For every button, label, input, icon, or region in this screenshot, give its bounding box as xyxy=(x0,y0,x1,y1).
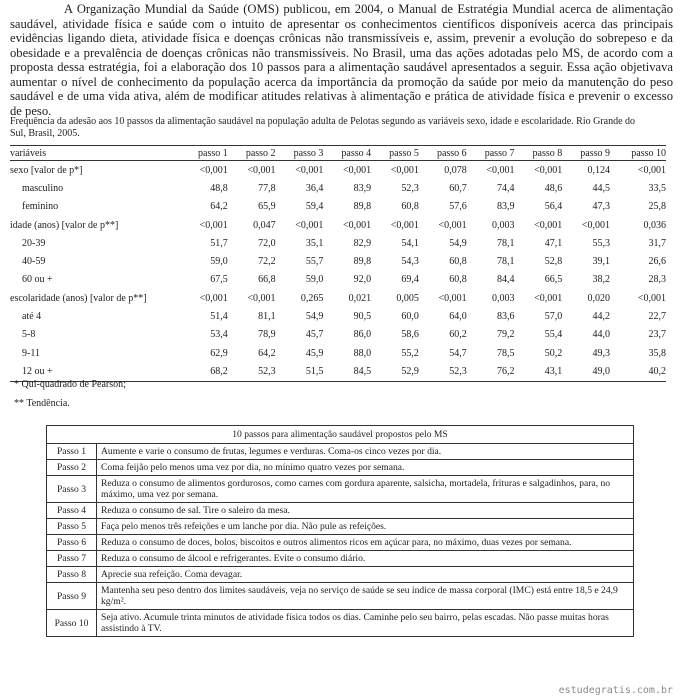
table-cell: 47,1 xyxy=(544,237,563,249)
table-cell: 49,3 xyxy=(592,347,611,359)
table-cell: 68,2 xyxy=(180,362,228,381)
table-cell: <0,001 xyxy=(534,219,563,231)
table-cell: 26,6 xyxy=(648,256,666,268)
step-description: Mantenha seu peso dentro dos limites saudáveis, veja no serviço de saúde se seu índice de massa corporal (IMC) está entre 18,5 e 24,9 kg/m². xyxy=(97,583,634,610)
table-cell: 51,5 xyxy=(276,362,324,381)
table-cell: 54,7 xyxy=(449,347,467,359)
table-cell: 60,2 xyxy=(449,329,467,341)
step-number: Passo 3 xyxy=(47,476,97,503)
table-cell: 83,9 xyxy=(496,201,515,213)
column-header-step: passo 5 xyxy=(371,146,419,161)
step-row xyxy=(47,460,634,476)
table-cell: 72,0 xyxy=(258,237,276,249)
steps-table-title: 10 passos para alimentação saudável propostos pelo MS xyxy=(47,426,634,444)
table-cell: 69,4 xyxy=(401,274,419,286)
table-cell: 65,9 xyxy=(258,201,276,213)
step-description: Coma feijão pelo menos uma vez por dia, no mínimo quatro vezes por semana. xyxy=(97,460,634,476)
table-row xyxy=(10,179,666,197)
table-cell: 74,4 xyxy=(496,182,515,194)
table-cell: <0,001 xyxy=(390,219,419,231)
table-cell: 0,020 xyxy=(587,292,611,304)
column-header-step: passo 8 xyxy=(514,146,562,161)
table-cell: <0,001 xyxy=(295,219,324,231)
table-cell: 81,1 xyxy=(258,311,276,323)
step-description: Reduza o consumo de alimentos gordurosos, como carnes com gordura aparente, salsicha, mortadela, frituras e salgadinhos, para, no máximo, uma vez por semana. xyxy=(97,476,634,503)
table-cell: 35,1 xyxy=(305,237,324,249)
table-row xyxy=(10,216,666,234)
table-cell: 78,1 xyxy=(496,256,515,268)
table-row xyxy=(10,344,666,362)
table-cell: 90,5 xyxy=(353,311,372,323)
table-cell: <0,001 xyxy=(581,219,611,231)
column-header-step: passo 2 xyxy=(228,146,276,161)
table-cell: 89,8 xyxy=(353,201,372,213)
table-cell: <0,001 xyxy=(342,164,372,176)
row-label: 40-59 xyxy=(22,256,46,268)
table-cell: 23,7 xyxy=(648,329,666,341)
table-cell: 40,2 xyxy=(610,362,666,381)
table-cell: 0,047 xyxy=(253,219,276,231)
table-cell: 79,2 xyxy=(496,329,515,341)
table-cell: 60,8 xyxy=(449,256,467,268)
step-description: Reduza o consumo de sal. Tire o saleiro da mesa. xyxy=(97,503,634,519)
step-description: Reduza o consumo de doces, bolos, biscoitos e outros alimentos ricos em açúcar para, no máximo, duas vezes por semana. xyxy=(97,535,634,551)
table-cell: <0,001 xyxy=(199,164,228,176)
table-cell: 47,3 xyxy=(592,201,611,213)
table-cell: 45,9 xyxy=(305,347,324,359)
step-row xyxy=(47,535,634,551)
table-row xyxy=(10,234,666,252)
table-row xyxy=(10,198,666,216)
table-cell: 25,8 xyxy=(648,201,666,213)
row-label: feminino xyxy=(22,201,59,213)
table-cell: 51,7 xyxy=(210,237,228,249)
table-cell: 84,4 xyxy=(496,274,515,286)
table-cell: 55,4 xyxy=(544,329,563,341)
table-cell: 0,036 xyxy=(643,219,666,231)
table-cell: 55,3 xyxy=(592,237,611,249)
table-cell: <0,001 xyxy=(534,164,563,176)
column-header-step: passo 6 xyxy=(419,146,467,161)
table-cell: 0,078 xyxy=(444,164,467,176)
table-cell: 55,2 xyxy=(401,347,419,359)
step-row xyxy=(47,476,634,503)
table-cell: 0,021 xyxy=(348,292,372,304)
step-number: Passo 5 xyxy=(47,519,97,535)
table-cell: 58,6 xyxy=(401,329,419,341)
table-cell: 51,4 xyxy=(210,311,228,323)
table-cell: 66,8 xyxy=(258,274,276,286)
table-cell: 56,4 xyxy=(544,201,563,213)
footnote-trend: ** Tendência. xyxy=(14,398,70,409)
table-cell: 92,0 xyxy=(353,274,372,286)
table-cell: <0,001 xyxy=(342,219,372,231)
table-cell: 64,2 xyxy=(258,347,276,359)
table-cell: 77,8 xyxy=(258,182,276,194)
table-cell: <0,001 xyxy=(295,164,324,176)
table-cell: 60,0 xyxy=(401,311,419,323)
table-cell: 84,5 xyxy=(323,362,371,381)
table-cell: 86,0 xyxy=(353,329,372,341)
column-header-step: passo 7 xyxy=(467,146,515,161)
step-row xyxy=(47,551,634,567)
table-row xyxy=(10,326,666,344)
table-cell: 39,1 xyxy=(592,256,611,268)
table-cell: 78,9 xyxy=(258,329,276,341)
table-caption: Frequência da adesão aos 10 passos da alimentação saudável na população adulta de Pelotas segundo as variáveis sexo, idade e escolaridade. Rio Grande do Sul, Brasil, 2005. xyxy=(10,116,636,139)
table-cell: 67,5 xyxy=(210,274,228,286)
step-row xyxy=(47,583,634,610)
table-cell: <0,001 xyxy=(438,292,467,304)
table-cell: 50,2 xyxy=(544,347,563,359)
table-row xyxy=(10,252,666,270)
table-cell: 28,3 xyxy=(648,274,666,286)
table-cell: 0,003 xyxy=(491,219,515,231)
table-cell: 60,8 xyxy=(449,274,467,286)
table-cell: 78,5 xyxy=(496,347,515,359)
table-row xyxy=(10,289,666,307)
row-label: 20-39 xyxy=(22,237,46,249)
column-header-step: passo 1 xyxy=(180,146,228,161)
row-label: idade (anos) [valor de p**] xyxy=(10,219,119,231)
step-number: Passo 10 xyxy=(47,610,97,637)
table-cell: 54,3 xyxy=(401,256,419,268)
step-row xyxy=(47,519,634,535)
step-description: Seja ativo. Acumule trinta minutos de atividade física todos os dias. Caminhe pelo seu bairro, pelas escadas. Não passe muitas horas assistindo à TV. xyxy=(97,610,634,637)
row-label: sexo [valor de p*] xyxy=(10,164,83,176)
row-label: 60 ou + xyxy=(22,274,53,286)
column-header-variables: variáveis xyxy=(10,146,180,161)
table-cell: <0,001 xyxy=(534,292,563,304)
table-cell: 52,8 xyxy=(544,256,563,268)
table-cell: 83,6 xyxy=(496,311,515,323)
table-cell: 0,124 xyxy=(587,164,611,176)
step-row xyxy=(47,567,634,583)
table-cell: 83,9 xyxy=(353,182,372,194)
step-row xyxy=(47,610,634,637)
table-cell: 52,3 xyxy=(419,362,467,381)
row-label: 5-8 xyxy=(22,329,36,341)
row-label: escolaridade (anos) [valor de p**] xyxy=(10,292,147,304)
step-description: Aprecie sua refeição. Coma devagar. xyxy=(97,567,634,583)
column-header-step: passo 3 xyxy=(276,146,324,161)
table-cell: 33,5 xyxy=(648,182,666,194)
table-cell: 59,0 xyxy=(305,274,324,286)
table-cell: 44,0 xyxy=(592,329,611,341)
table-row xyxy=(10,271,666,289)
step-row xyxy=(47,503,634,519)
footnote-pearson: * Qui-quadrado de Pearson; xyxy=(14,379,126,390)
table-cell: 64,0 xyxy=(449,311,467,323)
table-cell: 59,0 xyxy=(210,256,228,268)
table-cell: <0,001 xyxy=(247,164,276,176)
table-cell: 22,7 xyxy=(648,311,666,323)
table-cell: 64,2 xyxy=(210,201,228,213)
table-cell: 0,265 xyxy=(300,292,324,304)
frequency-table xyxy=(10,145,666,382)
table-cell: 48,6 xyxy=(544,182,563,194)
table-cell: <0,001 xyxy=(438,219,467,231)
step-description: Faça pelo menos três refeições e um lanche por dia. Não pule as refeições. xyxy=(97,519,634,535)
row-label: masculino xyxy=(22,182,64,194)
row-label: 9-11 xyxy=(22,347,40,359)
step-number: Passo 2 xyxy=(47,460,97,476)
table-cell: 62,9 xyxy=(210,347,228,359)
table-row xyxy=(10,161,666,180)
steps-table xyxy=(46,425,634,637)
step-row xyxy=(47,444,634,460)
table-cell: 52,3 xyxy=(228,362,276,381)
table-cell: 43,1 xyxy=(514,362,562,381)
table-cell: 0,003 xyxy=(491,292,515,304)
table-cell: 36,4 xyxy=(305,182,324,194)
table-cell: 31,7 xyxy=(648,237,666,249)
table-cell: 52,3 xyxy=(401,182,419,194)
table-cell: 57,0 xyxy=(544,311,563,323)
table-cell: 49,0 xyxy=(562,362,610,381)
table-cell: 38,2 xyxy=(592,274,611,286)
table-cell: 54,9 xyxy=(449,237,467,249)
table-cell: 59,4 xyxy=(305,201,324,213)
step-description: Aumente e varie o consumo de frutas, legumes e verduras. Coma-os cinco vezes por dia. xyxy=(97,444,634,460)
table-cell: <0,001 xyxy=(199,219,228,231)
step-number: Passo 9 xyxy=(47,583,97,610)
table-cell: <0,001 xyxy=(637,292,666,304)
table-cell: 66,5 xyxy=(544,274,563,286)
step-number: Passo 8 xyxy=(47,567,97,583)
table-cell: 78,1 xyxy=(496,237,515,249)
step-number: Passo 4 xyxy=(47,503,97,519)
row-label: 12 ou + xyxy=(10,362,180,381)
table-cell: 60,8 xyxy=(401,201,419,213)
table-cell: 52,9 xyxy=(371,362,419,381)
row-label: até 4 xyxy=(22,311,42,323)
table-cell: 72,2 xyxy=(258,256,276,268)
intro-paragraph: A Organização Mundial da Saúde (OMS) publicou, em 2004, o Manual de Estratégia Mundial acerca de alimentação saudável, atividade física e saúde com o intuito de apresentar os conhecimentos científicos disponíveis acerca das principais evidências ligando dieta, atividade física e doenças crônicas não transmissíveis e, assim, prevenir a evolução do sobrepeso e da obesidade e a prevalência de doenças crônicas não transmissíveis. No Brasil, uma das ações adotadas pelo MS, de acordo com a proposta dessa estratégia, foi a elaboração dos 10 passos para a alimentação saudável apresentados a seguir. Essa ação objetivava aumentar o nível de conhecimento da população acerca da importância da promoção da saúde por meio da manutenção do peso saudável e de uma vida ativa, além de modificar atitudes relativas à alimentação e prática de atividade física e prevenir o excesso de peso. xyxy=(10,2,673,118)
column-header-step: passo 9 xyxy=(562,146,610,161)
table-cell: 82,9 xyxy=(353,237,372,249)
table-cell: <0,001 xyxy=(199,292,228,304)
table-cell: 44,5 xyxy=(592,182,611,194)
watermark: estudegratis.com.br xyxy=(558,685,673,696)
table-cell: <0,001 xyxy=(637,164,666,176)
table-cell: 0,005 xyxy=(396,292,419,304)
table-row xyxy=(10,307,666,325)
step-description: Reduza o consumo de álcool e refrigerantes. Evite o consumo diário. xyxy=(97,551,634,567)
step-number: Passo 6 xyxy=(47,535,97,551)
table-cell: 60,7 xyxy=(449,182,467,194)
table-cell: 44,2 xyxy=(592,311,611,323)
table-cell: 76,2 xyxy=(467,362,515,381)
table-cell: 45,7 xyxy=(305,329,324,341)
table-cell: 88,0 xyxy=(353,347,372,359)
step-number: Passo 1 xyxy=(47,444,97,460)
table-cell: 89,8 xyxy=(353,256,372,268)
table-cell: 35,8 xyxy=(648,347,666,359)
column-header-step: passo 10 xyxy=(610,146,666,161)
table-cell: 54,9 xyxy=(305,311,324,323)
column-header-step: passo 4 xyxy=(323,146,371,161)
step-number: Passo 7 xyxy=(47,551,97,567)
table-cell: <0,001 xyxy=(247,292,276,304)
table-cell: 55,7 xyxy=(305,256,324,268)
table-cell: 54,1 xyxy=(401,237,419,249)
table-cell: 48,8 xyxy=(210,182,228,194)
table-cell: 57,6 xyxy=(449,201,467,213)
table-cell: <0,001 xyxy=(486,164,515,176)
frequency-table-header xyxy=(10,146,666,161)
table-cell: <0,001 xyxy=(390,164,419,176)
table-cell: 53,4 xyxy=(210,329,228,341)
